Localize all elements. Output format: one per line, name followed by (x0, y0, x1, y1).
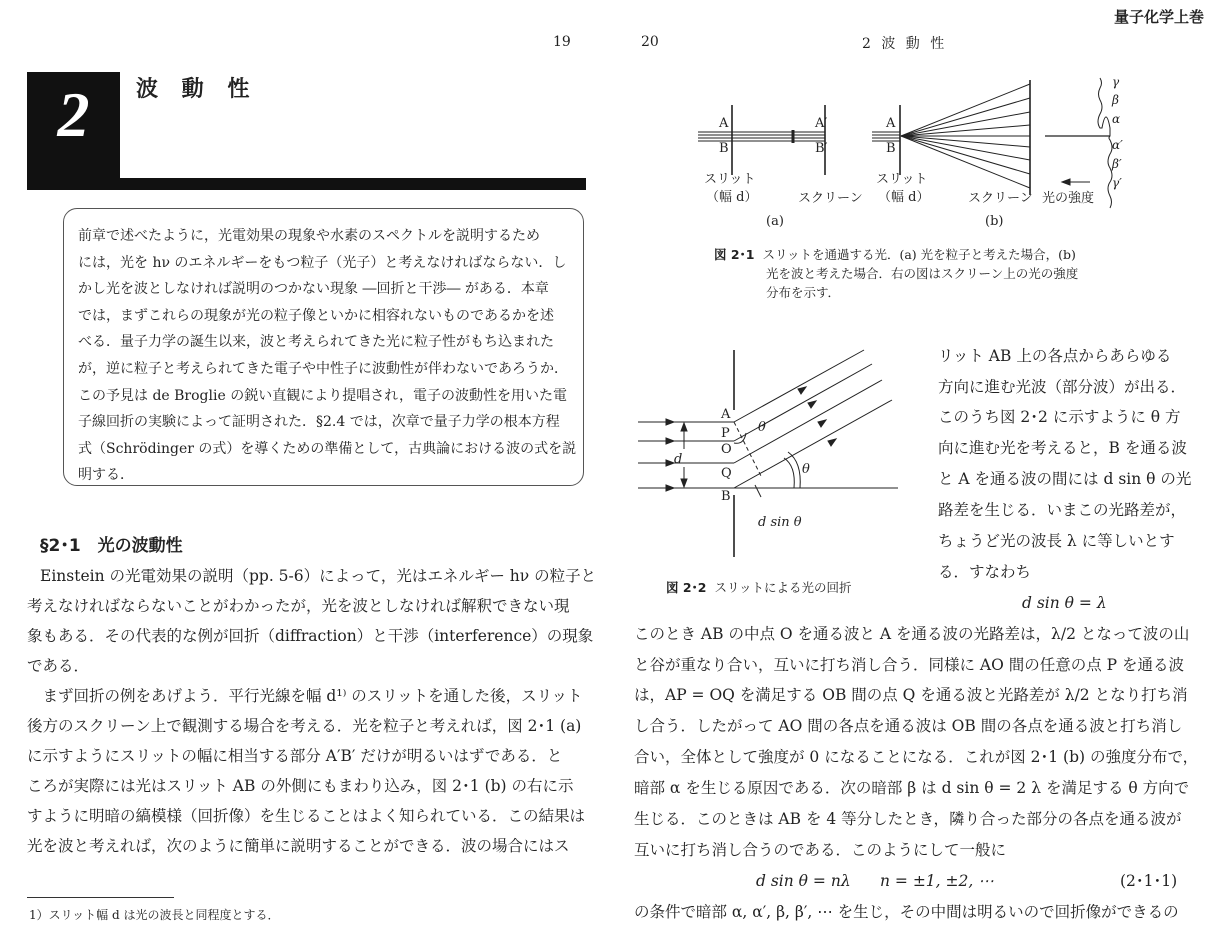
fig1-slit-label-a: スリット (704, 172, 756, 187)
fig2-caption-text: スリットによる光の回折 (714, 580, 852, 595)
figure-2-2 (630, 345, 900, 560)
body-line: すように明暗の縞模様（回折像）を生じることはよく知られている．この結果は (27, 807, 586, 825)
fig2-theta-2: θ (802, 462, 810, 477)
chapter-number: 2 (57, 79, 90, 150)
left-page-number: 19 (553, 34, 571, 50)
fig1-width-label-a: （幅 d） (706, 190, 758, 205)
side-line: 向に進む光を考えると，B を通る波 (938, 439, 1187, 457)
body-line: 合い，全体として強度が 0 になることになる．これが図 2･1 (b) の強度分布で， (634, 748, 1199, 766)
fig2-d-label: d (674, 452, 683, 467)
chapter-rule (27, 178, 586, 190)
fig1-greek-alpha-prime: α′ (1112, 138, 1123, 152)
body-line: Einstein の光電効果の説明（pp. 5-6）によって，光はエネルギー hν の粒子と (40, 567, 597, 585)
abstract-line: 明する． (78, 467, 134, 484)
figure-2-2-caption (666, 578, 851, 597)
fig1-width-label-b: （幅 d） (878, 190, 930, 205)
body-line: 生じる．このときは AB を 4 等分したとき，隣り合った部分の各点を通る波が (634, 810, 1182, 828)
side-line: 路差を生じる．いまこの光路差が， (938, 501, 1187, 519)
fig1-greek-gamma-prime: γ′ (1112, 176, 1122, 190)
abstract-line: かし光を波としなければ説明のつかない現象 ―回折と干渉― がある．本章 (78, 281, 549, 298)
book-title: 量子化学上巻 (1113, 8, 1204, 26)
body-line: は，AP = OQ を満足する OB 間の点 Q を通る波と光路差が λ/2 となり打ち消 (634, 686, 1188, 704)
fig1-screen-label-a: スクリーン (798, 191, 863, 206)
body-line: まず回折の例をあげよう．平行光線を幅 d¹⁾ のスリットを通した後，スリット (27, 687, 583, 705)
fig2-label-o: O (721, 442, 732, 457)
body-line: と谷が重なり合い，互いに打ち消し合う．同様に AO 間の任意の点 P を通る波 (634, 656, 1185, 674)
figure-2-1-caption (714, 245, 1078, 302)
fig1-label-b-prime: B′ (815, 141, 828, 156)
body-line: し合う．したがって AO 間の各点を通る波は OB 間の各点を通る波と打ち消し (634, 717, 1183, 735)
fig1-slit-label-b: スリット (876, 172, 928, 187)
body-line: 互いに打ち消し合うのである．このようにして一般に (634, 841, 1007, 859)
fig1-greek-alpha: α (1112, 112, 1121, 126)
equation-2: d sin θ = nλ (756, 872, 851, 890)
fig2-label-p: P (721, 426, 730, 441)
fig1-greek-gamma: γ (1112, 75, 1120, 89)
equation-2-condition: n = ±1, ±2, ⋯ (880, 872, 994, 890)
body-line: 象もある．その代表的な例が回折（diffraction）と干渉（interference）の現象 (27, 627, 594, 645)
fig1-label-b-b: B (886, 141, 896, 156)
abstract-line: では，まずこれらの現象が光の粒子像といかに相容れないものであるかを述 (78, 307, 554, 324)
abstract-line: には，光を hν のエネルギーをもつ粒子（光子）と考えなければならない．し (78, 254, 567, 271)
fig1-panel-b: (b) (985, 214, 1004, 229)
section-heading: §2･1 光の波動性 (40, 536, 183, 556)
fig1-caption-line: 光を波と考えた場合．右の図はスクリーン上の光の強度 (766, 266, 1079, 281)
abstract-line: この予見は de Broglie の鋭い直観により提唱され，電子の波動性を用いた電 (78, 387, 568, 404)
fig2-theta-1: θ (758, 420, 766, 435)
equation-1: d sin θ = λ (1022, 594, 1107, 612)
body-line: 暗部 α を生じる原因である．次の暗部 β は d sin θ = 2 λ を満足する θ 方向で (634, 779, 1190, 797)
chapter-number-block (27, 72, 120, 190)
fig1-caption-line: 分布を示す． (766, 285, 841, 300)
figure-2-1 (690, 70, 1160, 235)
equation-2-number: (2･1･1) (1120, 872, 1178, 890)
body-line: に示すようにスリットの幅に相当する部分 A′B′ だけが明るいはずである．と (27, 747, 563, 765)
abstract-line: が，逆に粒子と考えられてきた電子や中性子に波動性が伴わないであろうか． (78, 360, 568, 377)
abstract-line: 式（Schrödinger の式）を導くための準備として，古典論における波の式を説 (78, 440, 577, 457)
side-line: リット AB 上の各点からあらゆる (938, 347, 1172, 365)
fig1-intensity-label: 光の強度 (1042, 191, 1095, 206)
side-line: る．すなわち (938, 563, 1032, 581)
side-line: このうち図 2･2 に示すように θ 方 (938, 408, 1181, 426)
fig2-label-a: A (721, 407, 731, 422)
body-line: ころが実際には光はスリット AB の外側にもまわり込み，図 2･1 (b) の右に示 (27, 777, 574, 795)
side-line: と A を通る波の間には d sin θ の光 (938, 470, 1192, 488)
fig1-label-a: A (719, 116, 729, 131)
chapter-title: 波 動 性 (136, 77, 258, 102)
fig1-label-a-b: A (886, 116, 896, 131)
abstract-line: 子線回折の実験によって証明された．§2.4 では，次章で量子力学の根本方程 (78, 414, 560, 431)
body-line: の条件で暗部 α, α′, β, β′, ⋯ を生じ，その中間は明るいので回折像ができるの (634, 903, 1179, 921)
body-line: 後方のスクリーン上で観測する場合を考える．光を粒子と考えれば，図 2･1 (a) (27, 717, 582, 735)
body-line: である． (27, 657, 90, 675)
fig1-greek-beta: β (1112, 93, 1119, 107)
fig1-caption-line: スリットを通過する光．(a) 光を粒子と考えた場合，(b) (762, 247, 1076, 262)
abstract-line: 前章で述べたように，光電効果の現象や水素のスペクトルを説明するため (78, 228, 540, 244)
chapter-abstract (63, 208, 584, 486)
fig1-screen-label-b: スクリーン (968, 191, 1033, 206)
right-page-number: 20 (641, 34, 659, 50)
body-line: 光を波と考えれば，次のように簡単に説明することができる．波の場合にはス (27, 837, 570, 855)
fig1-greek-beta-prime: β′ (1112, 157, 1122, 171)
fig1-caption-title: 図 2･1 (714, 247, 755, 262)
fig1-label-a-prime: A′ (815, 116, 828, 131)
side-line: ちょうど光の波長 λ に等しいとす (938, 532, 1175, 550)
fig2-label-q: Q (721, 466, 732, 481)
abstract-line: べる．量子力学の誕生以来，波と考えられてきた光に粒子性がもち込まれた (78, 334, 554, 351)
fig2-label-b: B (721, 489, 731, 504)
running-head: 2 波 動 性 (862, 36, 948, 52)
body-line: このとき AB の中点 O を通る波と A を通る波の光路差は，λ/2 となって波の山 (634, 625, 1190, 643)
side-line: 方向に進む光波（部分波）が出る． (938, 378, 1187, 396)
footnote-rule (27, 897, 174, 898)
fig2-caption-title: 図 2･2 (666, 580, 707, 595)
fig2-dsin-label: d sin θ (758, 515, 802, 530)
body-line: 考えなければならないことがわかったが，光を波としなければ解釈できない現 (27, 597, 570, 615)
fig1-panel-a: (a) (766, 214, 784, 229)
fig1-label-b: B (719, 141, 729, 156)
footnote: 1）スリット幅 d は光の波長と同程度とする． (29, 908, 280, 922)
